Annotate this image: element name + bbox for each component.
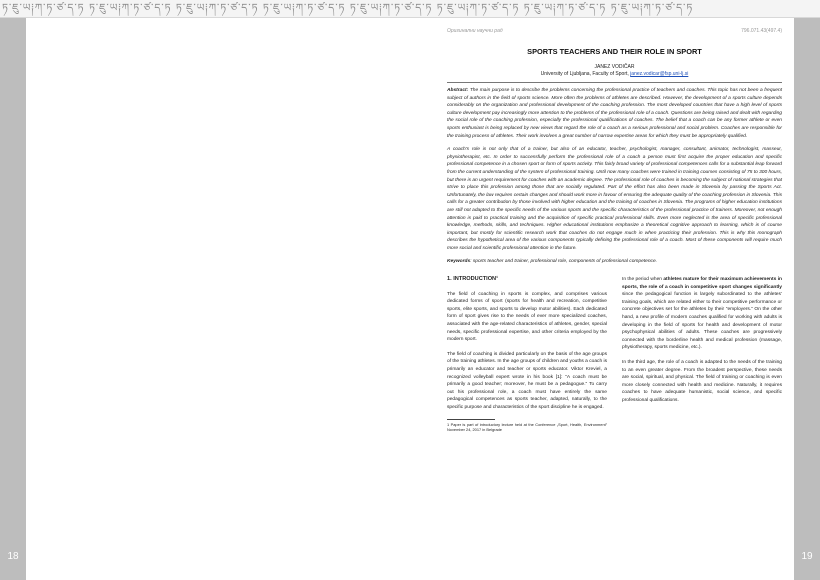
udc-reference: 796.071.43(497.4) [741, 28, 782, 34]
footnote-divider [447, 419, 495, 420]
right-page-number: 19 [801, 551, 813, 562]
keywords-line [447, 258, 782, 266]
title-divider [447, 82, 782, 83]
body-column-left [447, 276, 607, 432]
body-paragraph [622, 276, 782, 352]
article-category: Оригинални научни рад [447, 28, 503, 34]
article-title: SPORTS TEACHERS AND THEIR ROLE IN SPORT [527, 47, 702, 56]
body-paragraph: The field of coaching is divided particularly on the basis of the age groups of the training athletes. In the age groups of children and youths a coach is primarily an educator and teacher or sports educator. Viktor Kreviel, a recognized volleyball expert wrote in his book [1]: “A coach must be primarily a good teacher; moreover, he must be a pedagogue.” To carry out his professional role, a coach must have entirely the same pedagogical competences as sports teacher, adapted, naturally, to the specific purpose and characteristics of the sport discipline he is engaged. [447, 351, 607, 410]
keywords-label: Keywords [447, 259, 471, 265]
author-affiliation [447, 71, 782, 77]
decorative-ornament-band [0, 0, 820, 18]
author-name: JANEZ VODIČAR [594, 64, 635, 70]
author-email-link[interactable]: janez.vodicar@fsp.uni-lj.si [630, 71, 689, 77]
abstract-paragraph-2: A coach's role is not only that of a trainer, but also of an educator, teacher, psychologist, manager, consultant, animator, technologist, masseur, physiotherapist, etc. In order to successfully perform the professional role of a coach a person must first acquire the proper education and specific professional competence in a chosen sport or form of sports activity. This fairly broad variety of professional competences calls for a substantial leap forward from the current understanding of the system of professional training. Until now many coaches were trained in training courses consisting of 75 to 300 hours, but there is an urgent requirement for coaches with an academic degree. The professional role of coaches is becoming the subject of national strategies that strive to place this profession among those that are socially regulated. Part of the effort has also been made in Slovenia by passing the Sports Act. Unfortunately, the law requires certain changes and should work more in favour of ensuring the adequate quality of the coaching profession in Slovenia. This calls for a greater contribution by those involved with higher education and the training of coaches in Slovenia. The programs of higher education institutions are still not adapted to the specific needs of the various sports and the specific characteristics of the professional practice of trainers. Moreover, not enough attention is paid to practical training and the acquisition of specific practical professional skills. Even more neglected is the area of specific professional knowledge, methods, skills, and techniques. Higher educational institutions emphasize a theoretical cognitive approach to learning, which is of course important, but mostly for scientific research work that coaches do not engage much in when practicing their profession. This is why this monograph describes the hypothetical area of the various components typically defining the professional role of a coach. Most of these components will require much more social and scientific professional attention in the future. [447, 147, 782, 251]
right-page-gutter [794, 18, 820, 580]
paragraph-prefix: In the period when [622, 277, 664, 283]
footnote: 1 Paper is part of introductory lecture held at the Conference „Sport, Health, Environment” November 24, 2017 in Belgrade [447, 421, 607, 432]
affiliation-text: University of Ljubljana, Faculty of Sport, [540, 71, 629, 77]
paragraph-rest: since the pedagogical function is largely subordinated to the athletes’ training goals, which are related either to their competitive performance or concrete objectives set for the athletes by their “employers.” On the other hand, a new profile of modern coaches qualified for working with adults is developing in the field of sports for health and development of motor psychophysical abilities of adults. These coaches are progressively connected with the borderline health and medical profession (massage, physiotherapy, sports medicine, etc.). [622, 292, 782, 351]
emphasized-text: athletes mature for their maximum achievements in sports, the role of a coach in competitive sport changes significantly [622, 277, 782, 290]
section-heading-introduction: 1. INTRODUCTION¹ [447, 276, 498, 283]
keywords-text: : sports teacher and trainer, professional role, components of professional competence. [470, 259, 658, 265]
left-page-gutter [0, 18, 26, 580]
body-paragraph: In the third age, the role of a coach is adapted to the needs of the training to an even greater degree. From the broadest perspective, these needs are social, spiritual, and physical. The field of training or coaching is even more closely connected with health and medicine. Naturally, it requires coaches to have adequate humanistic, social science, and specific professional qualifications. [622, 360, 782, 403]
abstract-paragraph [447, 87, 782, 140]
right-page-content [447, 28, 782, 432]
body-column-right [622, 276, 782, 432]
running-header [447, 28, 782, 34]
left-page-number: 18 [7, 551, 19, 562]
ornament-pattern: ཏ་ཇུ་ཡ༐ཀ་ཏ་ཙ་ད་ཏ ཏ་ཇུ་ཡ༐ཀ་ཏ་ཙ་ད་ཏ ཏ་ཇུ་ཡ༐ཀ་ཏ་ཙ་ད་ཏ ཏ་ཇུ་ཡ༐ཀ་ཏ་ཙ་ད་ཏ ཏ་ཇུ་ཡ༐ཀ་ཏ་ཙ་ད་ཏ ཏ་ཇུ་ཡ༐ཀ་ཏ་ཙ་ད་ཏ ཏ་ཇུ་ཡ༐ཀ་ཏ་ཙ་ད་ཏ ཏ་ཇུ་ཡ༐ཀ་ཏ་ཙ་ད་ཏ [2, 2, 694, 14]
body-columns [447, 276, 782, 432]
abstract-label: Abstract: [447, 88, 469, 93]
body-paragraph: The field of coaching in sports is complex, and comprises various dedicated forms of sport (sports for health and recreation, competitive sports, elite sports, and sports to develop motor abilities). Each dedicated form of sport gives rise to the needs of ever more specialized coaches, associated with the age-related characteristics of athletes, gender, special needs, specific professional expertise, and other criteria employed by the modern sport. [447, 291, 607, 343]
abstract-text: The main purpose is to describe the problems concerning the professional practice of teachers and coaches. This topic has not been a frequent subject of authors in the field of sports science. More often the problems of athletes are described. However, the development of a sports culture depends considerably on the organization and professional development of the coaching profession. The most developed countries that have a high level of sports culture development pay increasingly more attention to the problems of the professional role of a coach. Questions are being raised and dealt with regarding the social role of the coaching profession, especially the professional qualifications of coaches. The belief that a coach can be any former athlete or even sports enthusiast is being replaced by new views that regard the role of a coach as a serious professional and social problem. Coaches are responsible for the training process of athletes. Their work involves a great number of narrow expertise areas for which they must be appropriately qualified. [447, 88, 782, 139]
